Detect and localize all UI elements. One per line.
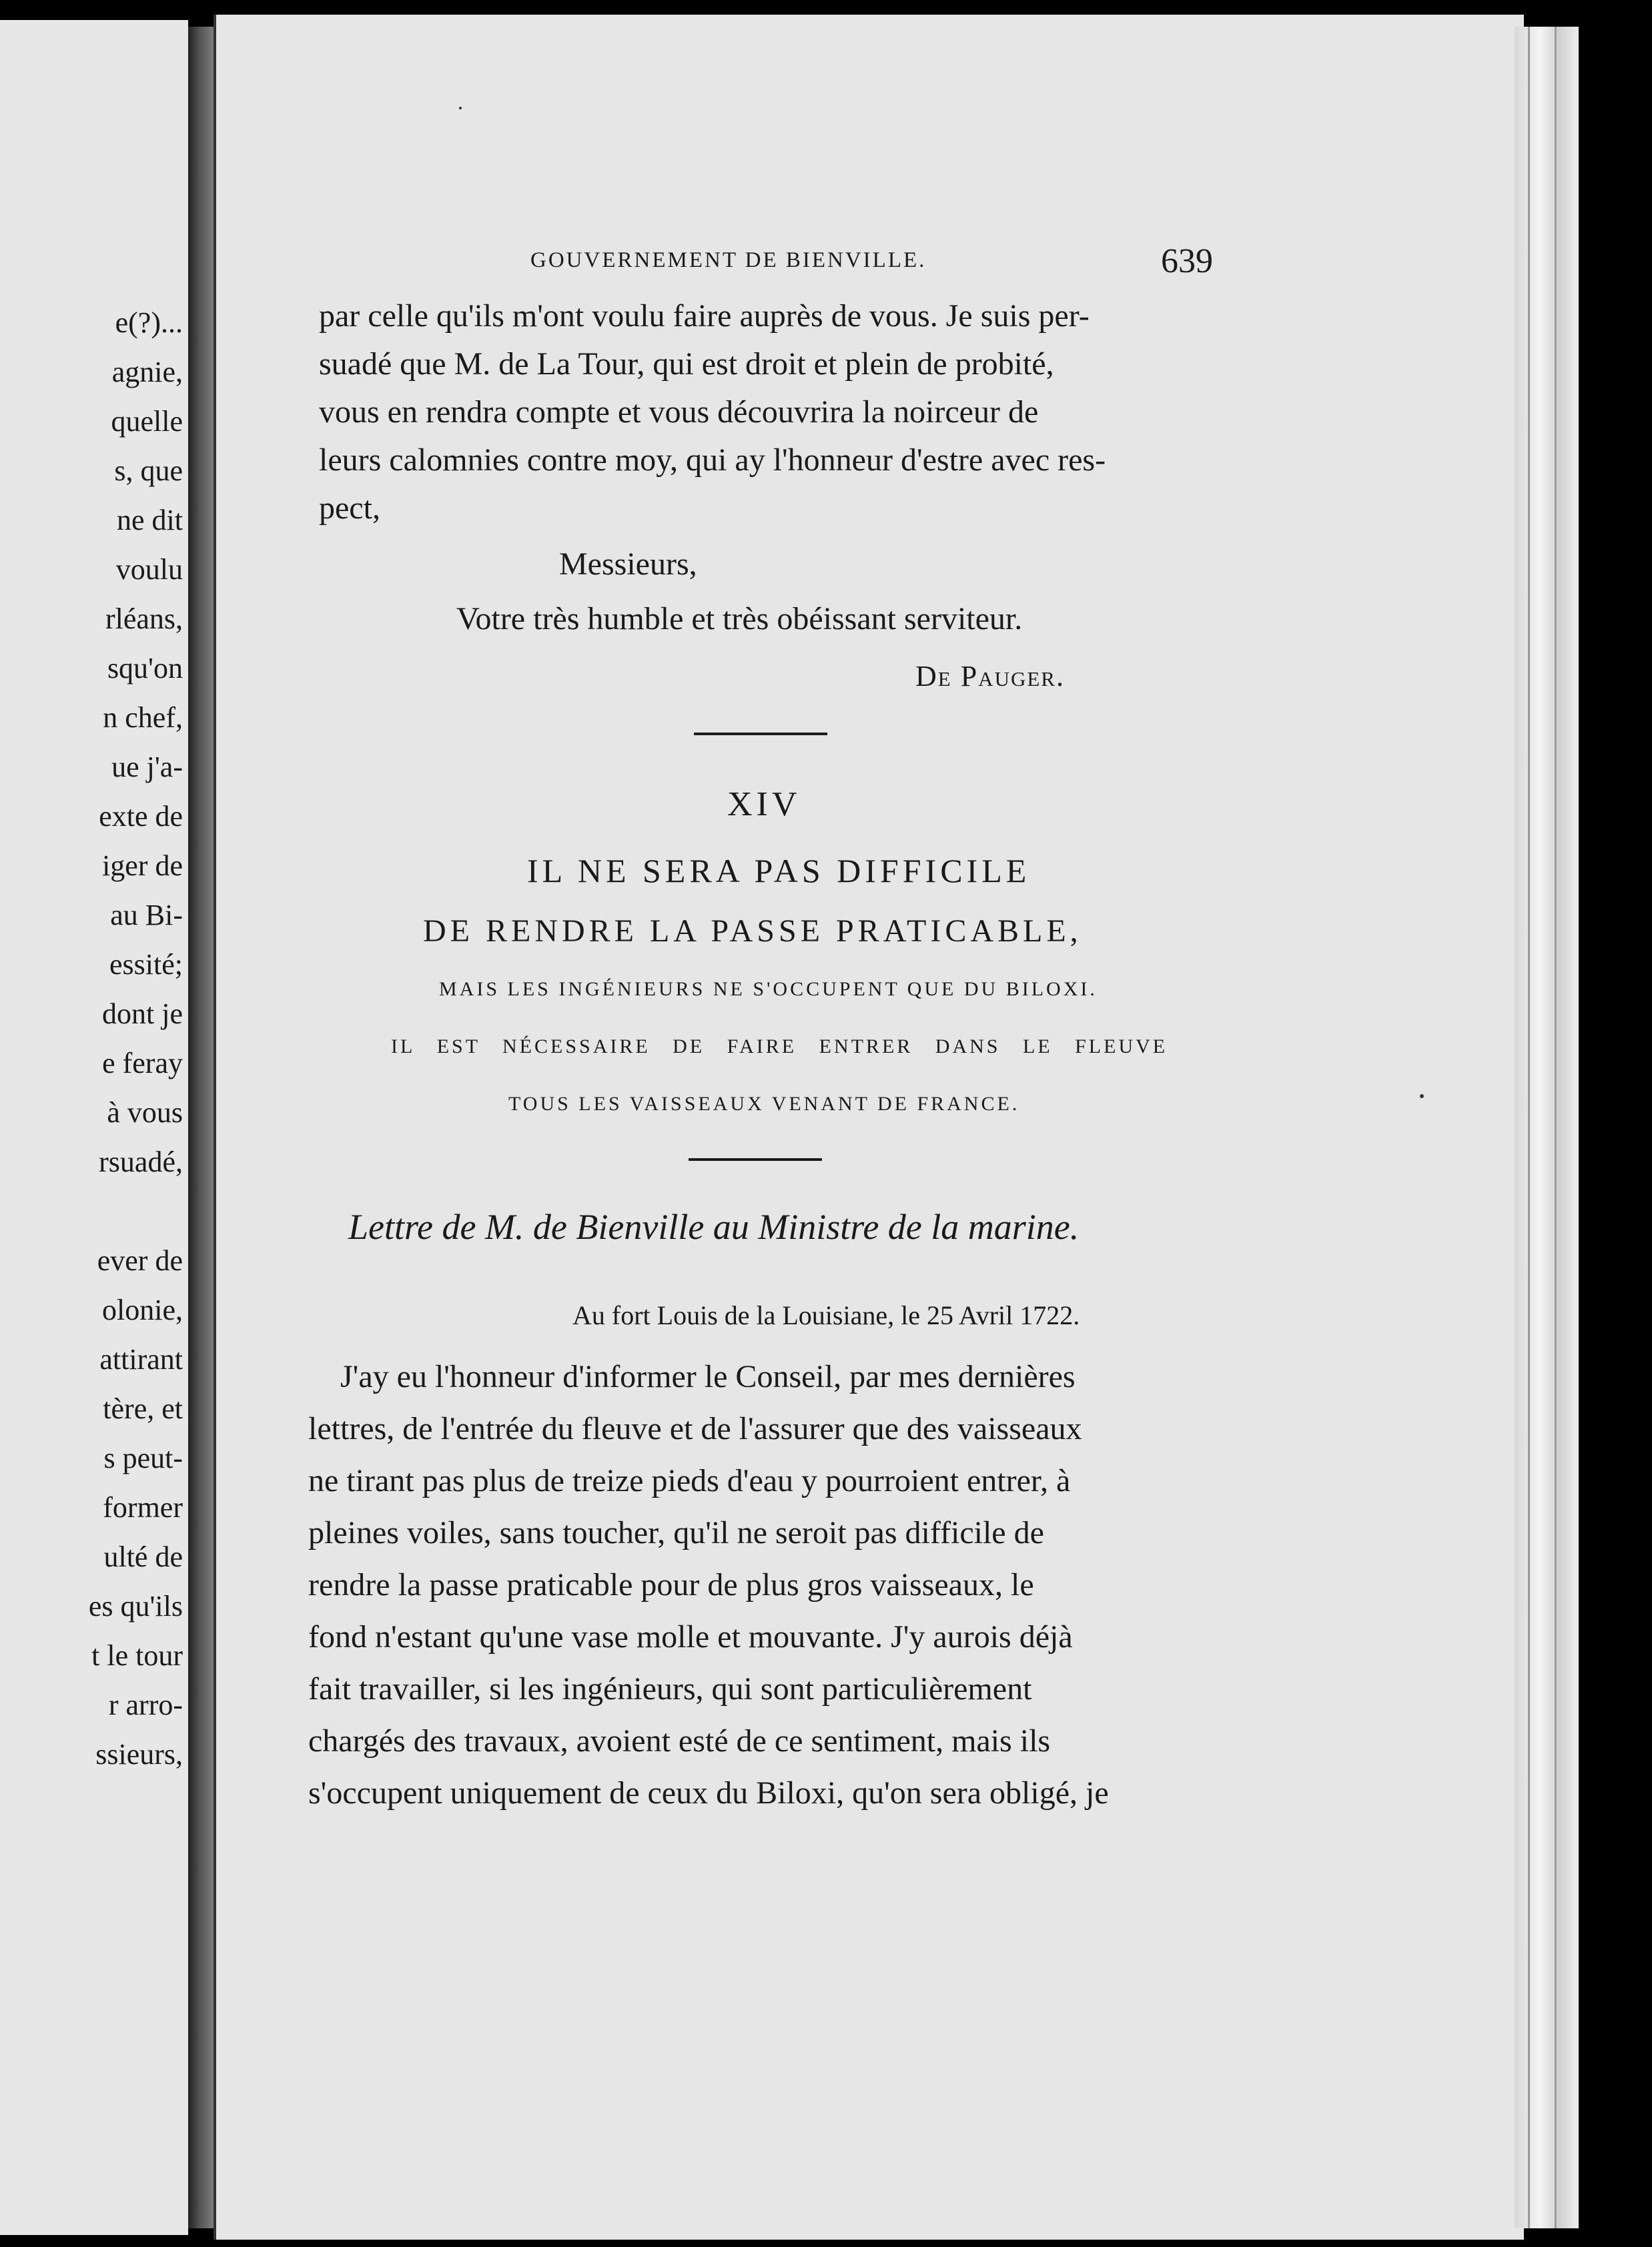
- left-page-line: attirant: [99, 1343, 183, 1376]
- left-page-line: voulu: [115, 553, 183, 586]
- separator-rule: [694, 733, 827, 735]
- text-line: vous en rendra compte et vous découvrira la noirceur de: [319, 394, 1039, 430]
- page-number: 639: [1161, 242, 1213, 280]
- scan-border: [1579, 0, 1652, 2247]
- dateline: Au fort Louis de la Louisiane, le 25 Avril 1722.: [572, 1300, 1080, 1330]
- left-page-line: rléans,: [105, 602, 183, 635]
- text-line: ne tirant pas plus de treize pieds d'eau y pourroient entrer, à: [308, 1463, 1071, 1498]
- left-page-line: dont je: [102, 997, 183, 1030]
- left-page-line: ue j'a-: [111, 751, 183, 783]
- left-page-line: olonie,: [102, 1294, 183, 1326]
- left-page-line: ever de: [97, 1244, 183, 1277]
- left-page-line: iger de: [102, 849, 183, 882]
- text-line: lettres, de l'entrée du fleuve et de l'assurer que des vaisseaux: [308, 1411, 1082, 1446]
- text-line: leurs calomnies contre moy, qui ay l'honneur d'estre avec res-: [319, 442, 1106, 478]
- page-edge-line: [1528, 27, 1530, 2228]
- letter-heading: Lettre de M. de Bienville au Ministre de la marine.: [348, 1207, 1080, 1247]
- text-line: pect,: [319, 490, 380, 526]
- left-page-line: ne dit: [117, 504, 183, 536]
- left-page-line: s, que: [114, 454, 183, 487]
- left-page-line: es qu'ils: [88, 1590, 183, 1623]
- left-page-line: exte de: [99, 800, 183, 833]
- left-page-line: ssieurs,: [95, 1738, 183, 1771]
- section-title-line: DE RENDRE LA PASSE PRATICABLE,: [423, 913, 1082, 949]
- paper-speck: [459, 107, 462, 109]
- text-line: fait travailler, si les ingénieurs, qui sont particulièrement: [308, 1671, 1032, 1707]
- text-line: J'ay eu l'honneur d'informer le Conseil, par mes dernières: [340, 1359, 1076, 1394]
- left-page-line: agnie,: [111, 356, 183, 388]
- text-line: suadé que M. de La Tour, qui est droit et plein de probité,: [319, 346, 1054, 382]
- text-line: pleines voiles, sans toucher, qu'il ne seroit pas difficile de: [308, 1515, 1044, 1550]
- section-subtitle: IL EST NÉCESSAIRE DE FAIRE ENTRER DANS LE FLEUVE: [391, 1035, 1168, 1057]
- left-page-line: ulté de: [103, 1540, 183, 1573]
- left-page-line: e feray: [102, 1047, 183, 1079]
- section-title-line: IL NE SERA PAS DIFFICILE: [527, 852, 1031, 889]
- left-page-line: squ'on: [107, 652, 183, 685]
- section-number: XIV: [727, 785, 801, 823]
- left-page-line: former: [103, 1491, 183, 1524]
- salutation: Messieurs,: [559, 546, 697, 582]
- section-subtitle: MAIS LES INGÉNIEURS NE S'OCCUPENT QUE DU BILOXI.: [439, 978, 1098, 1000]
- section-subtitle: TOUS LES VAISSEAUX VENANT DE FRANCE.: [508, 1093, 1020, 1115]
- left-page-line: au Bi-: [110, 899, 183, 931]
- running-title: GOUVERNEMENT DE BIENVILLE.: [530, 248, 927, 272]
- signature: De Pauger.: [915, 660, 1065, 693]
- text-line: fond n'estant qu'une vase molle et mouvante. J'y aurois déjà: [308, 1619, 1073, 1655]
- left-page-line: essité;: [109, 948, 183, 981]
- left-page-line: rsuadé,: [99, 1146, 183, 1178]
- left-page-line: s peut-: [103, 1442, 183, 1474]
- left-page-line: r arro-: [108, 1689, 183, 1721]
- page-edge-line: [1555, 27, 1557, 2228]
- left-page-line: e(?)...: [115, 306, 183, 339]
- text-line: chargés des travaux, avoient esté de ce sentiment, mais ils: [308, 1723, 1051, 1759]
- left-facing-page: [0, 20, 188, 2235]
- left-page-line: t le tour: [91, 1639, 183, 1672]
- left-page-line: n chef,: [103, 701, 183, 734]
- text-line: s'occupent uniquement de ceux du Biloxi, qu'on sera obligé, je: [308, 1775, 1109, 1811]
- page-edge: [1515, 27, 1579, 2228]
- text-line: par celle qu'ils m'ont voulu faire auprès de vous. Je suis per-: [319, 298, 1090, 334]
- paper-speck: [1420, 1094, 1424, 1098]
- left-page-line: tère, et: [103, 1392, 183, 1425]
- left-page-line: à vous: [107, 1096, 183, 1129]
- text-line: rendre la passe praticable pour de plus gros vaisseaux, le: [308, 1567, 1034, 1603]
- left-page-line: quelle: [111, 405, 183, 438]
- closing: Votre très humble et très obéissant serviteur.: [456, 601, 1023, 636]
- separator-rule: [689, 1158, 822, 1161]
